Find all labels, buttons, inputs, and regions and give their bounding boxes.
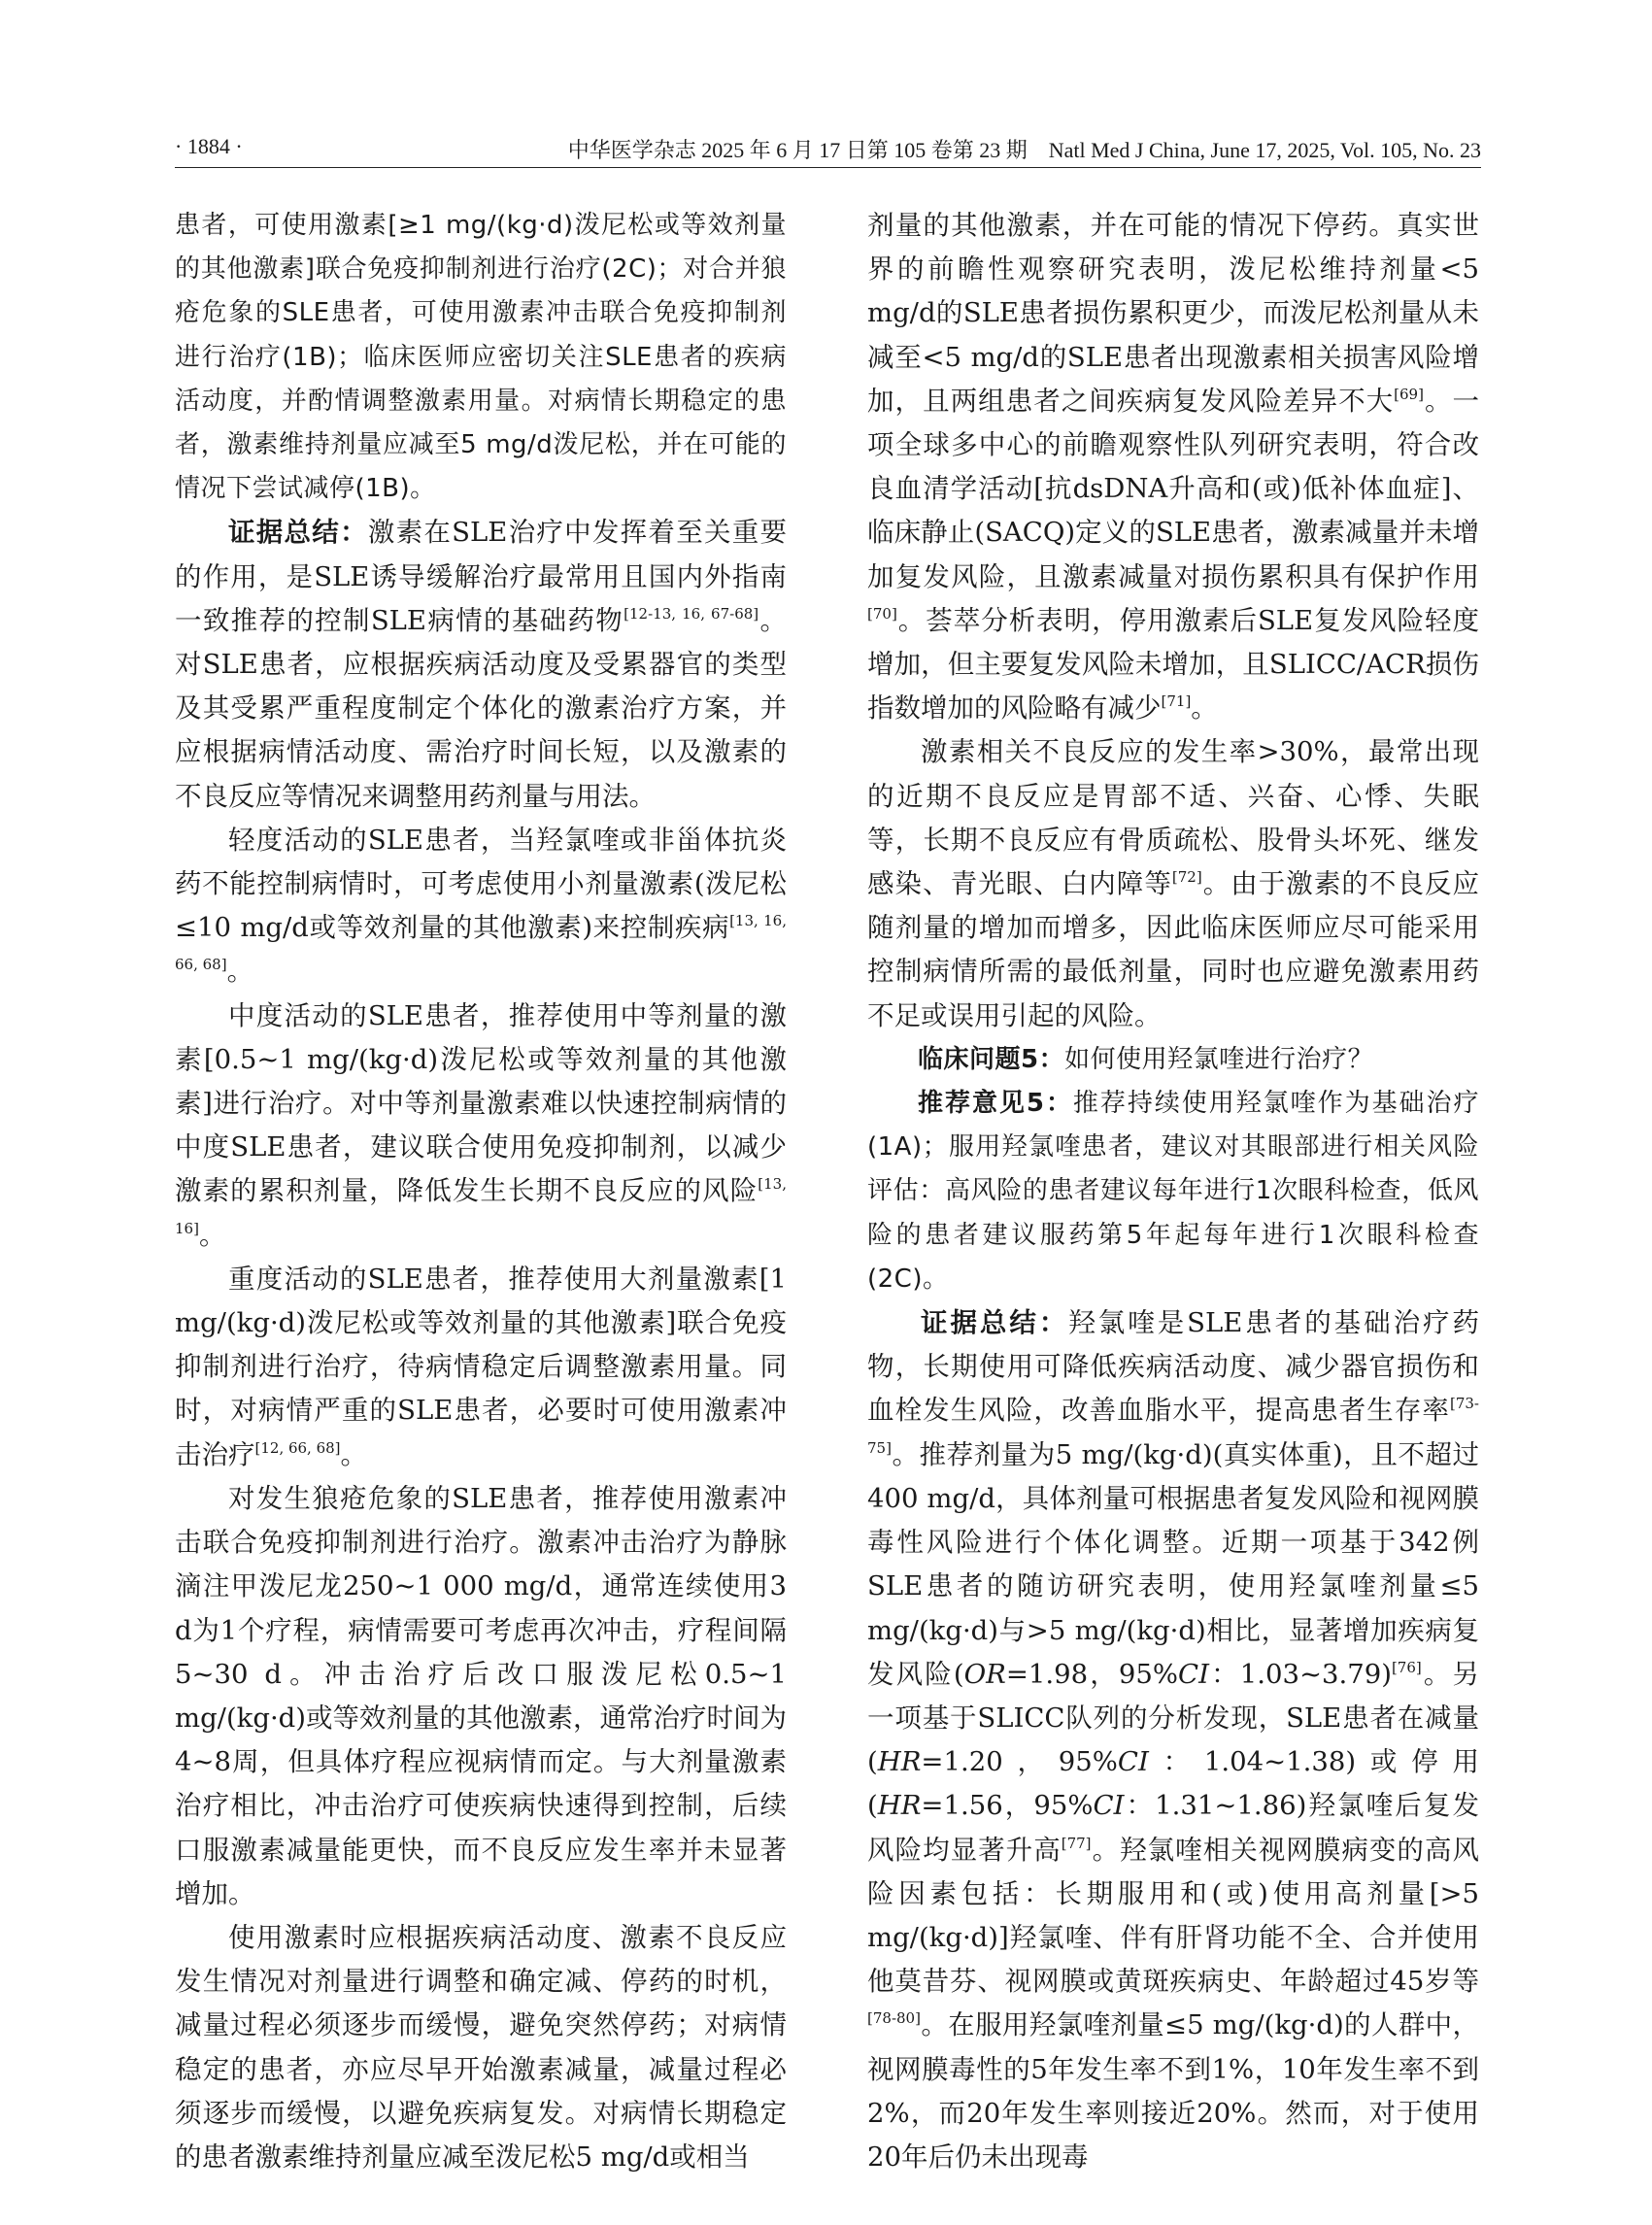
paragraph-adverse-reactions: 激素相关不良反应的发生率>30%，最常出现的近期不良反应是胃部不适、兴奋、心悸、失眠等，长期不良反应有骨质疏松、股骨头坏死、继发感染、青光眼、白内障等[72]。由于激素的不良反应随剂量的增加而增多，因此临床医师应尽可能采用控制病情所需的最低剂量，同时也应避免激素用药不足或误用引起的风险。 xyxy=(867,736,1480,1031)
citation-ref: [13, 16] xyxy=(175,1175,787,1237)
journal-citation: 中华医学杂志 2025 年 6 月 17 日第 105 卷第 23 期 Natl Med J China, June 17, 2025, Vol. 105, No. 23 xyxy=(567,138,1481,162)
recommendation-5: 推荐意见5：推荐持续使用羟氯喹作为基础治疗(1A)；服用羟氯喹患者，建议对其眼部进行相关风险评估：高风险的患者建议每年进行1次眼科检查，低风险的患者建议服药第5年起每年进行1次眼科检查(2C)。 xyxy=(867,1089,1479,1294)
clinical-question-5: 临床问题5：如何使用羟氯喹进行治疗？ xyxy=(918,1044,1374,1074)
citation-ref: [13, 16, 66, 68] xyxy=(175,912,787,974)
running-header xyxy=(175,130,1481,169)
citation-ref: [70] xyxy=(867,604,897,623)
right-column xyxy=(867,204,1479,2179)
citation-ref: [72] xyxy=(1171,868,1202,887)
citation-ref: [12-13, 16, 67-68] xyxy=(624,604,759,623)
citation-ref: [77] xyxy=(1061,1834,1092,1852)
evidence-summary-label: 证据总结： xyxy=(921,1307,1069,1339)
citation-ref: [76] xyxy=(1391,1658,1422,1676)
citation-ref: [12, 66, 68] xyxy=(254,1438,341,1457)
paragraph-lupus-crisis: 对发生狼疮危象的SLE患者，推荐使用激素冲击联合免疫抑制剂进行治疗。激素冲击治疗为静脉滴注甲泼尼龙250~1 000 mg/d，通常连续使用3 d为1个疗程，病情需要可考虑再次冲击，疗程间隔5~30 d。冲击治疗后改口服泼尼松0.5~1 mg/(kg·d)或等效剂量的其他激素，通常治疗时间为4~8周，但具体疗程应视病情而定。与大剂量激素治疗相比，冲击治疗可使疾病快速得到控制，后续口服激素减量能更快，而不良反应发生率并未显著增加。 xyxy=(175,1482,788,1909)
paragraph-dose-tapering: 使用激素时应根据疾病活动度、激素不良反应发生情况对剂量进行调整和确定减、停药的时机，减量过程必须逐步而缓慢，避免突然停药；对病情稳定的患者，亦应尽早开始激素减量，减量过程必须逐步而缓慢，以避免疾病复发。对病情长期稳定的患者激素维持剂量应减至泼尼松5 mg/d或相当 xyxy=(175,1921,787,2173)
paragraph-mild-activity: 轻度活动的SLE患者，当羟氯喹或非甾体抗炎药不能控制病情时，可考虑使用小剂量激素(泼尼松≤10 mg/d或等效剂量的其他激素)来控制疾病[13, 16, 66, 68]。 xyxy=(175,824,787,988)
evidence-summary-4: 证据总结：激素在SLE治疗中发挥着至关重要的作用，是SLE诱导缓解治疗最常用且国内外指南一致推荐的控制SLE病情的基础药物[12-13, 16, 67-68]。对SLE患者，应根据疾病活动度及受累器官的类型及其受累严重程度制定个体化的激素治疗方案，并应根据病情活动度、需治疗时间长短，以及激素的不良反应等情况来调整用药剂量与用法。 xyxy=(175,517,787,812)
evidence-summary-5: 证据总结：羟氯喹是SLE患者的基础治疗药物，长期使用可降低疾病活动度、减少器官损伤和血栓发生风险，改善血脂水平，提高患者生存率[73-75]。推荐剂量为5 mg/(kg·d)(真实体重)，且不超过400 mg/d，具体剂量可根据患者复发风险和视网膜毒性风险进行个体化调整。近期一项基于342例SLE患者的随访研究表明，使用羟氯喹剂量≤5 mg/(kg·d)与>5 mg/(kg·d)相比，显著增加疾病复发风险(OR=1.98，95%CI：1.03~3.79)[76]。另一项基于SLICC队列的分析发现，SLE患者在减量(HR=1.20，95%CI：1.04~1.38)或停用(HR=1.56，95%CI：1.31~1.86)羟氯喹后复发风险均显著升高[77]。羟氯喹相关视网膜病变的高风险因素包括：长期服用和(或)使用高剂量[>5 mg/(kg·d)]羟氯喹、伴有肝肾功能不全、合并使用他莫昔芬、视网膜或黄斑疾病史、年龄超过45岁等[78-80]。在服用羟氯喹剂量≤5 mg/(kg·d)的人群中，视网膜毒性的5年发生率不到1%，10年发生率不到2%，而20年发生率则接近20%。然而，对于使用20年后仍未出现毒 xyxy=(867,1307,1480,2173)
left-column xyxy=(175,204,787,2179)
recommendation-4-continuation: 患者，可使用激素[≥1 mg/(kg·d)泼尼松或等效剂量的其他激素]联合免疫抑制剂进行治疗(2C)；对合并狼疮危象的SLE患者，可使用激素冲击联合免疫抑制剂进行治疗(1B)；临床医师应密切关注SLE患者的疾病活动度，并酌情调整激素用量。对病情长期稳定的患者，激素维持剂量应减至5 mg/d泼尼松，并在可能的情况下尝试减停(1B)。 xyxy=(175,211,787,504)
paragraph-tapering-evidence: 剂量的其他激素，并在可能的情况下停药。真实世界的前瞻性观察研究表明，泼尼松维持剂量<5 mg/d的SLE患者损伤累积更少，而泼尼松剂量从未减至<5 mg/d的SLE患者出现激素相关损害风险增加，且两组患者之间疾病复发风险差异不大[69]。一项全球多中心的前瞻观察性队列研究表明，符合改良血清学活动[抗dsDNA升高和(或)低补体血症]、临床静止(SACQ)定义的SLE患者，激素减量并未增加复发风险，且激素减量对损伤累积具有保护作用[70]。荟萃分析表明，停用激素后SLE复发风险轻度增加，但主要复发风险未增加，且SLICC/ACR损伤指数增加的风险略有减少[71]。 xyxy=(867,210,1480,725)
evidence-summary-label: 证据总结： xyxy=(228,517,368,549)
header-rule xyxy=(175,167,1481,168)
citation-ref: [69] xyxy=(1394,385,1424,403)
paragraph-severe-activity: 重度活动的SLE患者，推荐使用大剂量激素[1 mg/(kg·d)泼尼松或等效剂量的其他激素]联合免疫抑制剂进行治疗，待病情稳定后调整激素用量。同时，对病情严重的SLE患者，必要时可使用激素冲击治疗[12, 66, 68]。 xyxy=(175,1263,787,1470)
clinical-question-label: 临床问题5： xyxy=(918,1044,1065,1074)
citation-ref: [71] xyxy=(1161,692,1192,711)
recommendation-label: 推荐意见5： xyxy=(918,1089,1073,1119)
citation-ref: [73-75] xyxy=(867,1395,1479,1457)
citation-ref: [78-80] xyxy=(867,2009,921,2028)
paragraph-moderate-activity: 中度活动的SLE患者，推荐使用中等剂量的激素[0.5~1 mg/(kg·d)泼尼松或等效剂量的其他激素]进行治疗。对中等剂量激素难以快速控制病情的中度SLE患者，建议联合使用免疫抑制剂，以减少激素的累积剂量，降低发生长期不良反应的风险[13, 16]。 xyxy=(175,999,787,1251)
page-number: · 1884 · xyxy=(175,134,243,158)
